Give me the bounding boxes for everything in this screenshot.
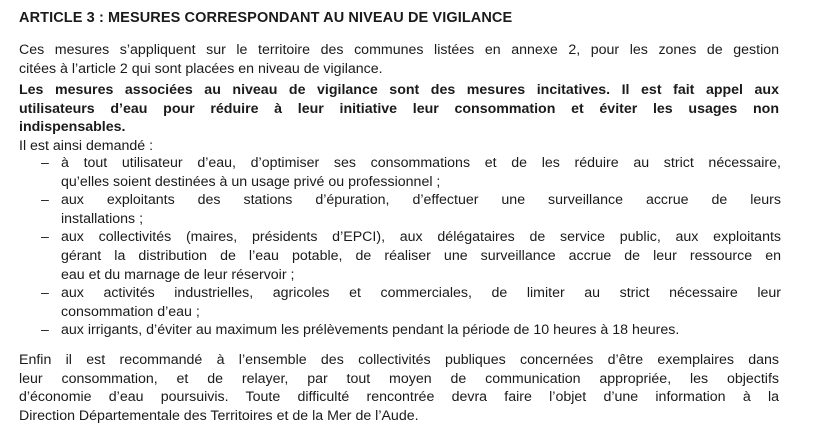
paragraph-line: d’économie d’eau poursuivis. Toute difficulté rencontrée devra faire l’objet d’une information à la [19,389,779,406]
list-item-line: à tout utilisateur d’eau, d’optimiser ses consommations et de les réduire au strict nécessaire, [61,155,781,171]
paragraph-line: Direction Départementale des Territoires et de la Mer de l’Aude. [19,407,419,424]
bullet-dash: – [41,155,49,171]
paragraph-line: Ces mesures s’appliquent sur le territoire des communes listées en annexe 2, pour les zones de gestion [19,42,779,58]
list-intro: Il est ainsi demandé : [19,138,154,154]
list-item [19,191,781,228]
paragraph-incentive-measures [19,81,779,137]
paragraph-recommendation [19,351,779,425]
paragraph-line: indispensables. [19,119,126,136]
list-item-line: gérant la distribution de l’eau potable, de réaliser une surveillance accrue de leur ressource en [61,247,781,264]
list-item-line: aux activités industrielles, agricoles et commerciales, de limiter au strict nécessaire leur [61,285,781,302]
bullet-dash: – [41,322,49,339]
list-item [19,228,781,284]
list-item-line: aux irrigants, d’éviter au maximum les prélèvements pendant la période de 10 heures à 18 heures. [61,322,680,339]
paragraph-line: citées à l’article 2 qui sont placées en niveau de vigilance. [19,60,383,77]
paragraph-line: Enfin il est recommandé à l’ensemble des collectivités publiques concernées d’être exemplaires dans [19,352,779,368]
list-item [19,321,781,340]
paragraph-line: leur consommation, et de relayer, par tout moyen de communication appropriée, les objectifs [19,370,779,387]
list-item-line: installations ; [61,210,144,227]
bullet-dash: – [41,229,49,246]
article-heading: ARTICLE 3 : MESURES CORRESPONDANT AU NIVEAU DE VIGILANCE [19,10,513,26]
paragraph-line: utilisateurs d’eau pour réduire à leur initiative leur consommation et éviter les usages non [19,100,779,117]
list-item-line: eau et du marnage de leur réservoir ; [61,266,295,283]
list-item [19,284,781,321]
bullet-dash: – [41,285,49,302]
list-item-line: aux collectivités (maires, présidents d’EPCI), aux délégataires de service public, aux exploitants [61,229,781,246]
request-list [19,154,781,340]
list-item [19,154,781,191]
list-item-line: qu’elles soient destinées à un usage privé ou professionnel ; [61,173,441,190]
paragraph-scope [19,41,779,78]
bullet-dash: – [41,192,49,209]
paragraph-line: Les mesures associées au niveau de vigilance sont des mesures incitatives. Il est fait appel aux [19,82,779,98]
list-item-line: aux exploitants des stations d’épuration, d’effectuer une surveillance accrue de leurs [61,192,781,209]
list-item-line: consommation d’eau ; [61,303,200,320]
